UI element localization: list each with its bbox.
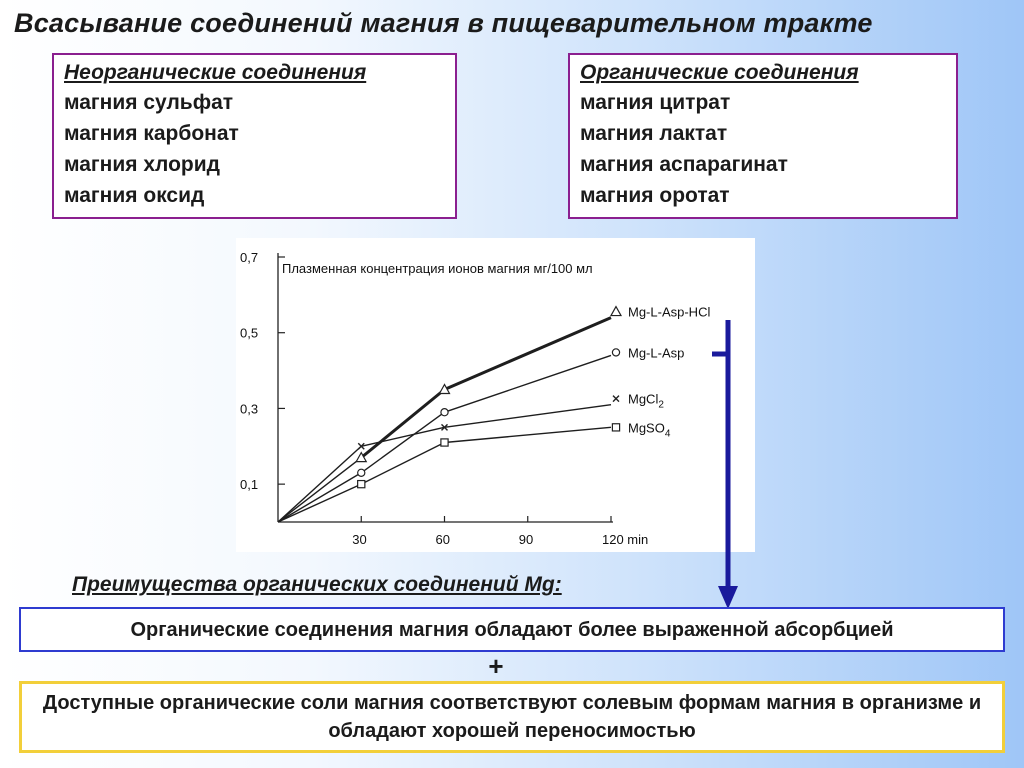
list-item: магния сульфат <box>64 91 234 114</box>
advantages-heading: Преимущества органических соединений Mg: <box>72 573 562 596</box>
list-item: магния карбонат <box>64 122 239 145</box>
y-tick-label: 0,5 <box>240 325 259 341</box>
series-line-segment <box>445 405 612 428</box>
plus-sign: + <box>488 651 504 681</box>
legend-label <box>628 305 710 320</box>
y-tick-label: 0,3 <box>240 401 259 417</box>
legend-label-subscript: 4 <box>664 428 671 440</box>
series-line-segment <box>278 473 361 522</box>
legend-label <box>628 420 671 439</box>
x-tick-label: 30 <box>352 532 367 547</box>
legend-marker-square <box>612 424 619 431</box>
data-point-square <box>358 481 365 488</box>
series-line-segment <box>445 318 612 390</box>
list-item: магния аспарагинат <box>580 153 788 176</box>
legend-label <box>628 392 664 411</box>
legend-label-name: Mg-L-Asp <box>628 345 685 361</box>
list-item: магния оксид <box>64 184 205 207</box>
x-tick-label: 60 <box>435 532 450 547</box>
legend-label-name: MgSO <box>628 420 665 436</box>
y-tick-label: 0,1 <box>240 477 259 493</box>
page-title: Всасывание соединений магния в пищеварительном тракте <box>14 8 873 38</box>
x-tick-label: 90 <box>518 532 534 547</box>
legend-label-name: MgCl <box>628 391 659 407</box>
list-item: магния цитрат <box>580 91 731 114</box>
organic-heading: Органические соединения <box>580 61 859 84</box>
series-line-segment <box>361 390 444 458</box>
inorganic-list <box>64 87 445 211</box>
legend-marker-circle <box>612 349 619 356</box>
series-line-segment <box>445 355 612 412</box>
advantage-tolerance-box: Доступные органические соли магния соответствуют солевым формам магния в организме и обладают хорошей переносимостью <box>19 681 1005 753</box>
arrow-head <box>718 586 738 609</box>
inorganic-heading: Неорганические соединения <box>64 61 367 84</box>
list-item: магния хлорид <box>64 153 221 176</box>
legend-label <box>628 345 684 360</box>
plasma-concentration-chart <box>236 238 755 552</box>
list-item: магния лактат <box>580 122 728 145</box>
inorganic-compounds-box <box>52 53 457 219</box>
legend-label-subscript: 2 <box>658 399 664 411</box>
series-line-segment <box>361 427 444 446</box>
data-point-square <box>441 439 448 446</box>
organic-compounds-box <box>568 53 958 219</box>
advantage-absorption-box: Органические соединения магния обладают более выраженной абсорбцией <box>19 607 1005 652</box>
organic-list <box>580 87 946 211</box>
data-point-circle <box>441 409 448 416</box>
legend-marker-triangle <box>611 307 621 316</box>
chart-svg <box>236 238 755 552</box>
series-line-segment <box>445 427 612 442</box>
data-point-circle <box>358 469 365 476</box>
legend-label-name: Mg-L-Asp-HCl <box>628 304 711 320</box>
list-item: магния оротат <box>580 184 730 207</box>
legend-marker-cross <box>613 396 619 402</box>
y-tick-label: 0,7 <box>240 250 259 265</box>
series-line-segment <box>278 446 361 522</box>
x-tick-label: 120 min <box>602 532 649 547</box>
chart-title: Плазменная концентрация ионов магния мг/100 мл <box>282 261 593 276</box>
